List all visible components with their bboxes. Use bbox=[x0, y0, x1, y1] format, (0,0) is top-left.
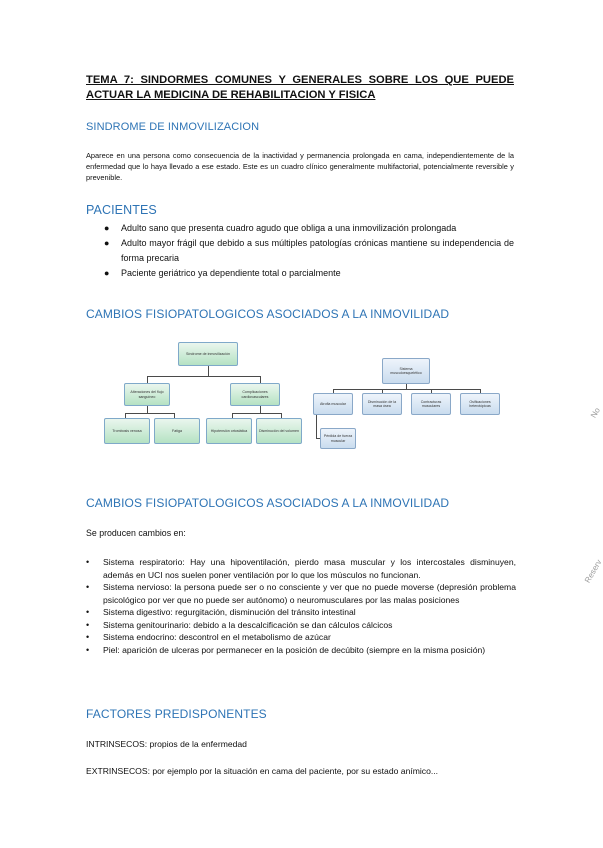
bullet-icon: ● bbox=[104, 268, 110, 278]
side-watermark-text: No bbox=[589, 406, 602, 420]
factores-extrinsecos: EXTRINSECOS: por ejemplo por la situación en cama del paciente, por su estado anímico... bbox=[86, 766, 439, 776]
bullet-icon: ● bbox=[104, 223, 110, 233]
side-watermark-text: Reserv bbox=[583, 558, 603, 585]
diagram-node: Atrofia muscular bbox=[313, 393, 353, 415]
section-heading-sindrome: SINDROME DE INMOVILIZACION bbox=[86, 121, 260, 133]
factores-intrinsecos: INTRINSECOS: propios de la enfermedad bbox=[86, 739, 247, 749]
bullet-icon: ● bbox=[104, 238, 110, 248]
diagram-root-left: Síndrome de inmovilización bbox=[178, 342, 238, 366]
list-item: ● Paciente geriátrico ya dependiente total o parcialmente bbox=[104, 266, 514, 281]
diagram-node: Disminución del volumen bbox=[256, 418, 302, 444]
diagram-node: Disminución de la masa ósea bbox=[362, 393, 402, 415]
diagram-node: Osificaciones heterotópicas bbox=[460, 393, 500, 415]
diagram-node: Contracturas musculares bbox=[411, 393, 451, 415]
bullet-icon: • bbox=[86, 632, 90, 642]
document-title: TEMA 7: SINDORMES COMUNES Y GENERALES SOBRE LOS QUE PUEDE ACTUAR LA MEDICINA DE REHABILITACION Y FISICA bbox=[86, 74, 514, 101]
diagram-node: Complicaciones cardiovasculares bbox=[230, 383, 280, 406]
section-heading-factores: FACTORES PREDISPONENTES bbox=[86, 707, 267, 721]
bullet-icon: • bbox=[86, 582, 90, 592]
bullet-icon: • bbox=[86, 557, 90, 567]
diagram-node: Fatiga bbox=[154, 418, 200, 444]
sindrome-description: Aparece en una persona como consecuencia de la inactividad y permanencia prolongada en cama, independientemente de la enfermedad que lo haya llevado a ese estado. Este es un cuadro clínico generalmente multifactorial, potencialmente reversible y prevenible. bbox=[86, 151, 514, 182]
bullet-icon: • bbox=[86, 607, 90, 617]
list-item: • Sistema nervioso: la persona puede ser o no consciente y ver que no puede moverse (depresión problema psicológico por ver que no puede ser autónomo) o neuromusculares por las malas posiciones bbox=[86, 582, 516, 605]
list-item: ● Adulto mayor frágil que debido a sus múltiples patologías crónicas mantiene su independencia de forma precaria bbox=[104, 238, 514, 263]
sistemas-list bbox=[86, 556, 516, 656]
section-heading-cambios-1: CAMBIOS FISIOPATOLOGICOS ASOCIADOS A LA INMOVILIDAD bbox=[86, 307, 450, 321]
section-heading-pacientes: PACIENTES bbox=[86, 203, 157, 217]
list-item: ● Adulto sano que presenta cuadro agudo que obliga a una inmovilización prolongada bbox=[104, 221, 514, 236]
cambios-intro-text: Se producen cambios en: bbox=[86, 528, 186, 538]
diagram-node: Alteraciones del flujo sanguíneo bbox=[124, 383, 170, 406]
diagram-node: Trombosis venosa bbox=[104, 418, 150, 444]
pacientes-list bbox=[104, 221, 514, 281]
bullet-icon: • bbox=[86, 619, 90, 630]
list-item: • Sistema digestivo: regurgitación, disminución del tránsito intestinal bbox=[86, 607, 356, 617]
list-item: • Sistema endocrino: descontrol en el metabolismo de azúcar bbox=[86, 632, 331, 642]
diagram-node: Hipotensión ortostática bbox=[206, 418, 252, 444]
bullet-icon: • bbox=[86, 644, 90, 655]
list-item: • Piel: aparición de ulceras por permanecer en la posición de decúbito (siempre en la misma posición) bbox=[86, 644, 486, 655]
list-item: • Sistema genitourinario: debido a la descalcificación se dan cálculos cálcicos bbox=[86, 619, 393, 630]
section-heading-cambios-2: CAMBIOS FISIOPATOLOGICOS ASOCIADOS A LA INMOVILIDAD bbox=[86, 496, 450, 510]
list-item: • Sistema respiratorio: Hay una hipoventilación, pierdo masa muscular y los intercostales disminuyen, además en UCI nos suelen poner ventilación por lo que los músculos no funcionan. bbox=[86, 557, 516, 580]
diagram-node: Pérdida de fuerza muscular bbox=[320, 428, 356, 449]
diagram-root-right: Sistema musculoesquelético bbox=[382, 358, 430, 384]
